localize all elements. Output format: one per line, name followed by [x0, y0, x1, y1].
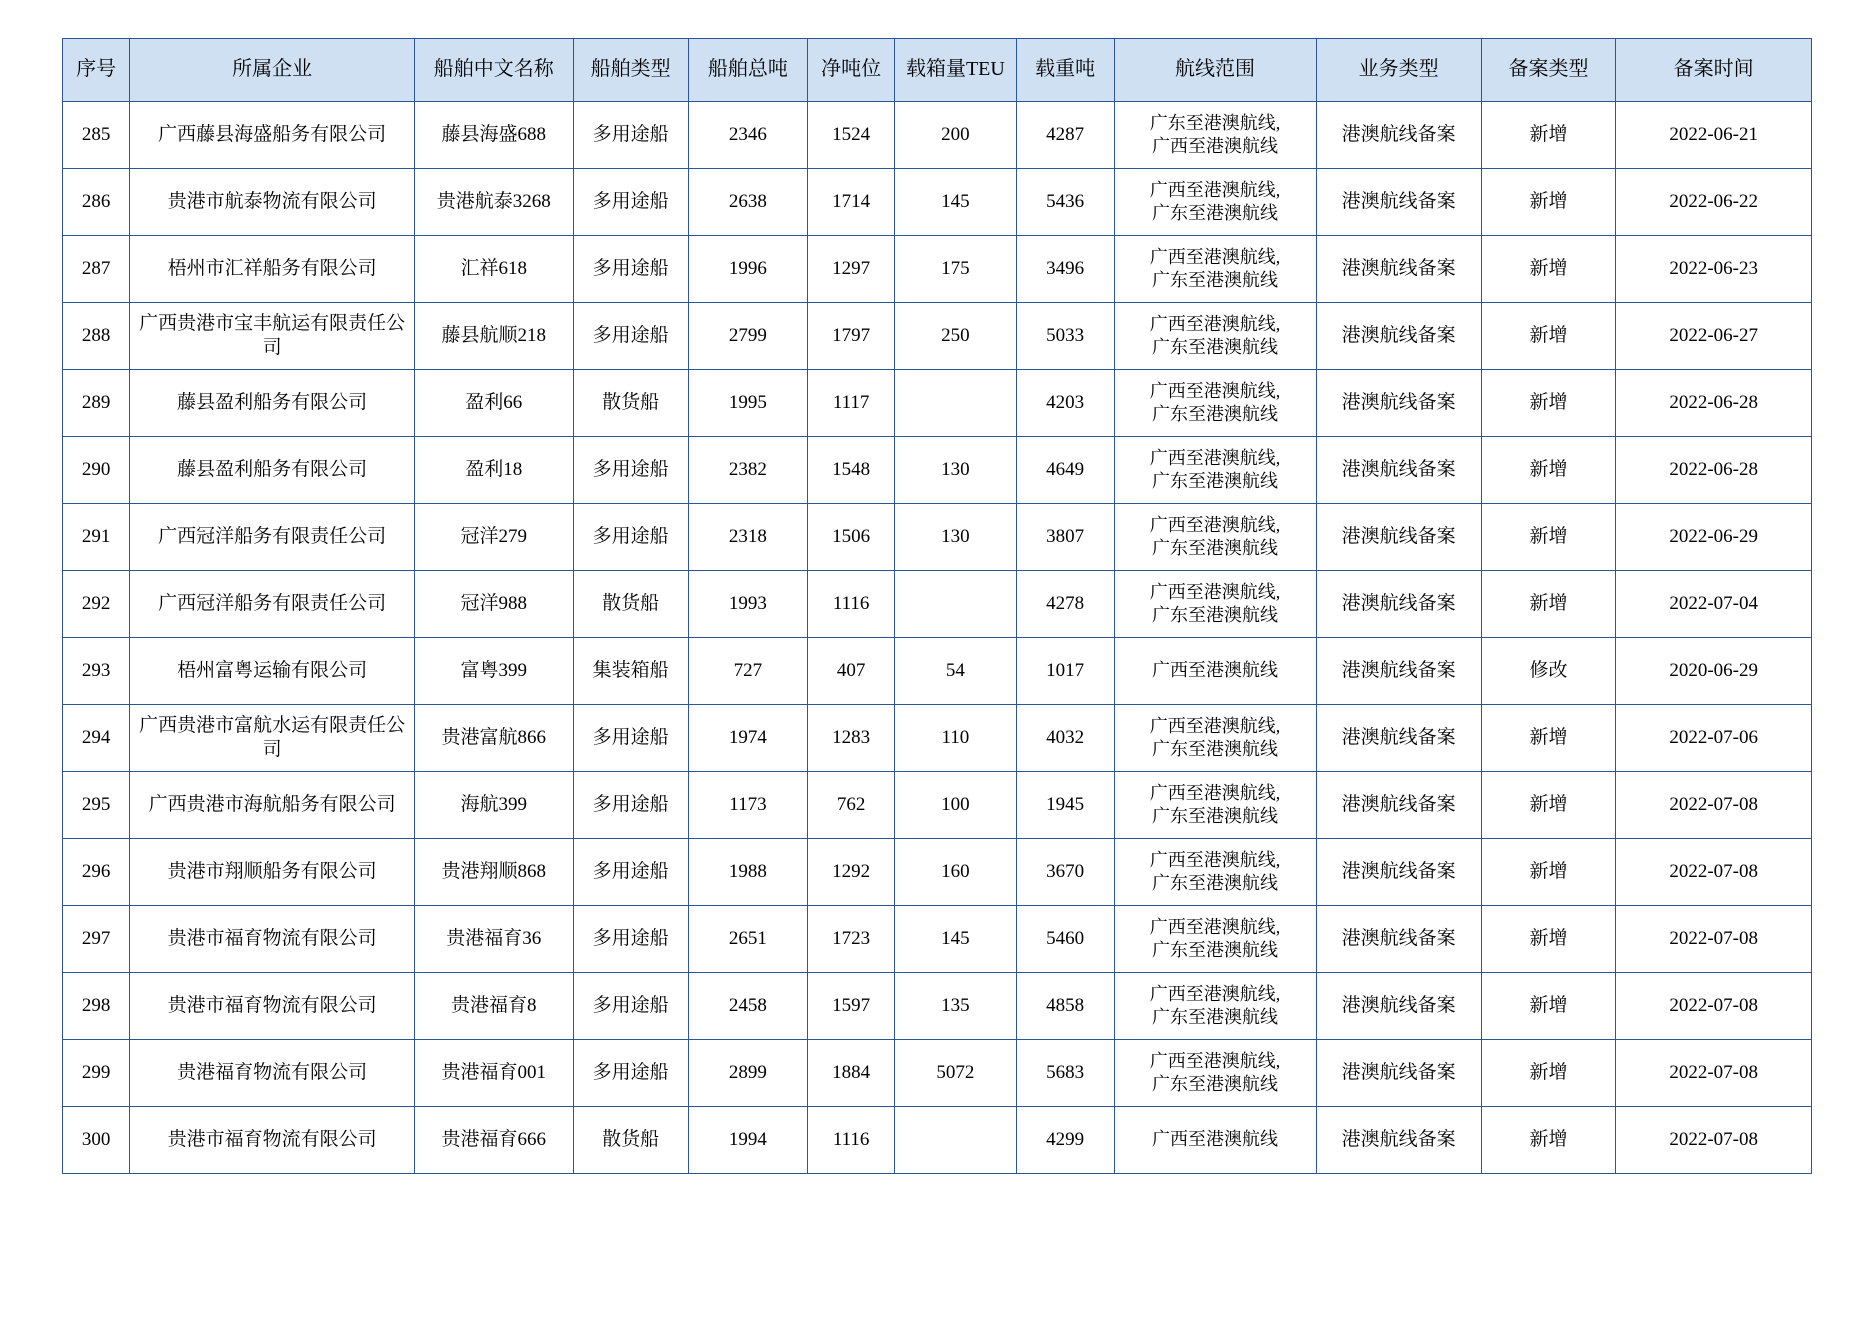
cell-route: 广西至港澳航线, 广东至港澳航线 — [1114, 437, 1316, 504]
cell-business-type: 港澳航线备案 — [1316, 437, 1481, 504]
cell-gross-tonnage: 727 — [688, 638, 807, 705]
cell-ship-type: 多用途船 — [573, 169, 688, 236]
cell-record-date: 2022-06-22 — [1616, 169, 1812, 236]
cell-gross-tonnage: 1173 — [688, 772, 807, 839]
cell-ship-name: 海航399 — [414, 772, 573, 839]
cell-gross-tonnage: 2346 — [688, 102, 807, 169]
cell-ship-type: 多用途船 — [573, 973, 688, 1040]
cell-record-date: 2022-07-08 — [1616, 973, 1812, 1040]
cell-index: 291 — [63, 504, 130, 571]
cell-teu: 135 — [895, 973, 1017, 1040]
cell-route: 广西至港澳航线 — [1114, 1107, 1316, 1174]
cell-deadweight: 1017 — [1016, 638, 1114, 705]
cell-record-date: 2022-06-29 — [1616, 504, 1812, 571]
cell-route: 广西至港澳航线, 广东至港澳航线 — [1114, 839, 1316, 906]
cell-record-type: 新增 — [1481, 236, 1616, 303]
column-header-record-type: 备案类型 — [1481, 39, 1616, 102]
cell-gross-tonnage: 1974 — [688, 705, 807, 772]
table-row — [63, 1040, 1812, 1107]
cell-route: 广西至港澳航线 — [1114, 638, 1316, 705]
cell-ship-name: 贵港富航866 — [414, 705, 573, 772]
table-row — [63, 906, 1812, 973]
cell-ship-name: 贵港福育8 — [414, 973, 573, 1040]
table-row — [63, 169, 1812, 236]
cell-enterprise: 梧州市汇祥船务有限公司 — [130, 236, 415, 303]
cell-index: 297 — [63, 906, 130, 973]
column-header-deadweight: 载重吨 — [1016, 39, 1114, 102]
cell-deadweight: 5033 — [1016, 303, 1114, 370]
cell-business-type: 港澳航线备案 — [1316, 571, 1481, 638]
cell-net-tonnage: 1283 — [808, 705, 895, 772]
cell-record-type: 新增 — [1481, 906, 1616, 973]
cell-gross-tonnage: 1994 — [688, 1107, 807, 1174]
column-header-ship-type: 船舶类型 — [573, 39, 688, 102]
cell-enterprise: 贵港市福育物流有限公司 — [130, 906, 415, 973]
cell-deadweight: 5683 — [1016, 1040, 1114, 1107]
cell-teu: 130 — [895, 504, 1017, 571]
cell-deadweight: 3670 — [1016, 839, 1114, 906]
table-row — [63, 705, 1812, 772]
column-header-index: 序号 — [63, 39, 130, 102]
cell-ship-type: 多用途船 — [573, 1040, 688, 1107]
cell-route: 广西至港澳航线, 广东至港澳航线 — [1114, 169, 1316, 236]
cell-teu: 250 — [895, 303, 1017, 370]
cell-ship-type: 多用途船 — [573, 705, 688, 772]
cell-teu — [895, 1107, 1017, 1174]
column-header-teu: 载箱量TEU — [895, 39, 1017, 102]
cell-route: 广西至港澳航线, 广东至港澳航线 — [1114, 236, 1316, 303]
cell-business-type: 港澳航线备案 — [1316, 705, 1481, 772]
cell-teu: 130 — [895, 437, 1017, 504]
cell-enterprise: 贵港福育物流有限公司 — [130, 1040, 415, 1107]
cell-ship-type: 多用途船 — [573, 303, 688, 370]
cell-gross-tonnage: 2651 — [688, 906, 807, 973]
cell-net-tonnage: 407 — [808, 638, 895, 705]
cell-gross-tonnage: 1993 — [688, 571, 807, 638]
cell-ship-name: 冠洋279 — [414, 504, 573, 571]
cell-net-tonnage: 1292 — [808, 839, 895, 906]
cell-deadweight: 4858 — [1016, 973, 1114, 1040]
cell-index: 286 — [63, 169, 130, 236]
cell-gross-tonnage: 2899 — [688, 1040, 807, 1107]
cell-index: 285 — [63, 102, 130, 169]
cell-route: 广西至港澳航线, 广东至港澳航线 — [1114, 772, 1316, 839]
cell-net-tonnage: 1506 — [808, 504, 895, 571]
table-row — [63, 571, 1812, 638]
cell-net-tonnage: 1797 — [808, 303, 895, 370]
cell-record-date: 2022-07-08 — [1616, 839, 1812, 906]
cell-net-tonnage: 1723 — [808, 906, 895, 973]
cell-index: 294 — [63, 705, 130, 772]
cell-enterprise: 广西贵港市海航船务有限公司 — [130, 772, 415, 839]
cell-gross-tonnage: 2318 — [688, 504, 807, 571]
cell-gross-tonnage: 2382 — [688, 437, 807, 504]
cell-ship-name: 贵港航泰3268 — [414, 169, 573, 236]
cell-net-tonnage: 1597 — [808, 973, 895, 1040]
cell-index: 295 — [63, 772, 130, 839]
cell-business-type: 港澳航线备案 — [1316, 839, 1481, 906]
cell-enterprise: 广西冠洋船务有限责任公司 — [130, 504, 415, 571]
cell-index: 287 — [63, 236, 130, 303]
cell-teu: 110 — [895, 705, 1017, 772]
cell-ship-name: 盈利66 — [414, 370, 573, 437]
cell-ship-name: 贵港福育666 — [414, 1107, 573, 1174]
cell-record-type: 新增 — [1481, 102, 1616, 169]
cell-net-tonnage: 762 — [808, 772, 895, 839]
cell-record-type: 新增 — [1481, 705, 1616, 772]
cell-index: 300 — [63, 1107, 130, 1174]
cell-teu: 160 — [895, 839, 1017, 906]
cell-enterprise: 广西贵港市富航水运有限责任公司 — [130, 705, 415, 772]
cell-record-date: 2022-07-08 — [1616, 1040, 1812, 1107]
cell-business-type: 港澳航线备案 — [1316, 638, 1481, 705]
cell-record-date: 2022-06-21 — [1616, 102, 1812, 169]
cell-record-type: 修改 — [1481, 638, 1616, 705]
cell-record-date: 2022-06-28 — [1616, 370, 1812, 437]
cell-record-type: 新增 — [1481, 839, 1616, 906]
cell-route: 广西至港澳航线, 广东至港澳航线 — [1114, 906, 1316, 973]
cell-record-type: 新增 — [1481, 504, 1616, 571]
cell-record-type: 新增 — [1481, 370, 1616, 437]
cell-ship-type: 散货船 — [573, 370, 688, 437]
table-row — [63, 638, 1812, 705]
ship-record-table — [62, 38, 1812, 1174]
cell-index: 293 — [63, 638, 130, 705]
cell-business-type: 港澳航线备案 — [1316, 303, 1481, 370]
cell-business-type: 港澳航线备案 — [1316, 169, 1481, 236]
cell-gross-tonnage: 2799 — [688, 303, 807, 370]
cell-index: 299 — [63, 1040, 130, 1107]
column-header-ship-name: 船舶中文名称 — [414, 39, 573, 102]
table-row — [63, 102, 1812, 169]
table-row — [63, 973, 1812, 1040]
cell-business-type: 港澳航线备案 — [1316, 102, 1481, 169]
cell-route: 广西至港澳航线, 广东至港澳航线 — [1114, 1040, 1316, 1107]
cell-enterprise: 广西贵港市宝丰航运有限责任公司 — [130, 303, 415, 370]
cell-deadweight: 4032 — [1016, 705, 1114, 772]
cell-record-date: 2022-07-06 — [1616, 705, 1812, 772]
cell-route: 广东至港澳航线, 广西至港澳航线 — [1114, 102, 1316, 169]
column-header-route: 航线范围 — [1114, 39, 1316, 102]
cell-route: 广西至港澳航线, 广东至港澳航线 — [1114, 504, 1316, 571]
cell-net-tonnage: 1297 — [808, 236, 895, 303]
cell-ship-name: 藤县海盛688 — [414, 102, 573, 169]
cell-teu: 200 — [895, 102, 1017, 169]
cell-teu — [895, 571, 1017, 638]
table-row — [63, 839, 1812, 906]
table-row — [63, 370, 1812, 437]
cell-record-date: 2022-07-04 — [1616, 571, 1812, 638]
cell-deadweight: 4203 — [1016, 370, 1114, 437]
column-header-business-type: 业务类型 — [1316, 39, 1481, 102]
cell-business-type: 港澳航线备案 — [1316, 906, 1481, 973]
cell-route: 广西至港澳航线, 广东至港澳航线 — [1114, 973, 1316, 1040]
cell-net-tonnage: 1116 — [808, 571, 895, 638]
cell-net-tonnage: 1117 — [808, 370, 895, 437]
cell-business-type: 港澳航线备案 — [1316, 370, 1481, 437]
cell-index: 289 — [63, 370, 130, 437]
cell-deadweight: 1945 — [1016, 772, 1114, 839]
cell-index: 298 — [63, 973, 130, 1040]
cell-route: 广西至港澳航线, 广东至港澳航线 — [1114, 705, 1316, 772]
cell-record-date: 2022-07-08 — [1616, 772, 1812, 839]
table-header-row — [63, 39, 1812, 102]
cell-enterprise: 贵港市福育物流有限公司 — [130, 1107, 415, 1174]
cell-ship-type: 多用途船 — [573, 236, 688, 303]
cell-route: 广西至港澳航线, 广东至港澳航线 — [1114, 571, 1316, 638]
cell-net-tonnage: 1714 — [808, 169, 895, 236]
cell-business-type: 港澳航线备案 — [1316, 504, 1481, 571]
cell-ship-name: 冠洋988 — [414, 571, 573, 638]
cell-index: 290 — [63, 437, 130, 504]
column-header-record-date: 备案时间 — [1616, 39, 1812, 102]
cell-net-tonnage: 1548 — [808, 437, 895, 504]
cell-deadweight: 4278 — [1016, 571, 1114, 638]
cell-gross-tonnage: 1996 — [688, 236, 807, 303]
table-row — [63, 1107, 1812, 1174]
cell-teu: 5072 — [895, 1040, 1017, 1107]
cell-deadweight: 3496 — [1016, 236, 1114, 303]
cell-net-tonnage: 1884 — [808, 1040, 895, 1107]
cell-business-type: 港澳航线备案 — [1316, 1040, 1481, 1107]
cell-record-type: 新增 — [1481, 772, 1616, 839]
cell-ship-type: 多用途船 — [573, 772, 688, 839]
cell-ship-type: 多用途船 — [573, 102, 688, 169]
cell-record-date: 2022-07-08 — [1616, 906, 1812, 973]
cell-ship-name: 盈利18 — [414, 437, 573, 504]
cell-business-type: 港澳航线备案 — [1316, 1107, 1481, 1174]
cell-index: 292 — [63, 571, 130, 638]
cell-ship-type: 散货船 — [573, 1107, 688, 1174]
cell-ship-name: 汇祥618 — [414, 236, 573, 303]
cell-teu: 145 — [895, 169, 1017, 236]
cell-record-date: 2022-06-27 — [1616, 303, 1812, 370]
cell-ship-name: 贵港翔顺868 — [414, 839, 573, 906]
cell-enterprise: 贵港市翔顺船务有限公司 — [130, 839, 415, 906]
cell-business-type: 港澳航线备案 — [1316, 772, 1481, 839]
table-header — [63, 39, 1812, 102]
cell-ship-name: 贵港福育001 — [414, 1040, 573, 1107]
cell-ship-type: 多用途船 — [573, 839, 688, 906]
cell-ship-type: 集装箱船 — [573, 638, 688, 705]
cell-ship-name: 贵港福育36 — [414, 906, 573, 973]
cell-deadweight: 4299 — [1016, 1107, 1114, 1174]
cell-teu: 54 — [895, 638, 1017, 705]
cell-enterprise: 广西藤县海盛船务有限公司 — [130, 102, 415, 169]
table-row — [63, 772, 1812, 839]
cell-record-date: 2020-06-29 — [1616, 638, 1812, 705]
cell-ship-name: 富粤399 — [414, 638, 573, 705]
cell-enterprise: 藤县盈利船务有限公司 — [130, 437, 415, 504]
cell-teu: 100 — [895, 772, 1017, 839]
cell-ship-type: 多用途船 — [573, 504, 688, 571]
cell-deadweight: 3807 — [1016, 504, 1114, 571]
cell-gross-tonnage: 2638 — [688, 169, 807, 236]
cell-ship-name: 藤县航顺218 — [414, 303, 573, 370]
table-row — [63, 236, 1812, 303]
cell-enterprise: 藤县盈利船务有限公司 — [130, 370, 415, 437]
table-row — [63, 437, 1812, 504]
cell-gross-tonnage: 1995 — [688, 370, 807, 437]
cell-route: 广西至港澳航线, 广东至港澳航线 — [1114, 303, 1316, 370]
cell-teu: 145 — [895, 906, 1017, 973]
cell-ship-type: 多用途船 — [573, 906, 688, 973]
cell-deadweight: 5460 — [1016, 906, 1114, 973]
column-header-gross-tonnage: 船舶总吨 — [688, 39, 807, 102]
cell-record-type: 新增 — [1481, 973, 1616, 1040]
cell-ship-type: 散货船 — [573, 571, 688, 638]
cell-record-type: 新增 — [1481, 571, 1616, 638]
cell-record-date: 2022-06-23 — [1616, 236, 1812, 303]
column-header-enterprise: 所属企业 — [130, 39, 415, 102]
cell-record-type: 新增 — [1481, 303, 1616, 370]
cell-record-type: 新增 — [1481, 169, 1616, 236]
cell-route: 广西至港澳航线, 广东至港澳航线 — [1114, 370, 1316, 437]
column-header-net-tonnage: 净吨位 — [808, 39, 895, 102]
cell-deadweight: 5436 — [1016, 169, 1114, 236]
cell-net-tonnage: 1524 — [808, 102, 895, 169]
cell-index: 288 — [63, 303, 130, 370]
table-row — [63, 303, 1812, 370]
cell-deadweight: 4287 — [1016, 102, 1114, 169]
cell-business-type: 港澳航线备案 — [1316, 973, 1481, 1040]
table-row — [63, 504, 1812, 571]
cell-business-type: 港澳航线备案 — [1316, 236, 1481, 303]
cell-index: 296 — [63, 839, 130, 906]
cell-net-tonnage: 1116 — [808, 1107, 895, 1174]
cell-deadweight: 4649 — [1016, 437, 1114, 504]
cell-enterprise: 贵港市福育物流有限公司 — [130, 973, 415, 1040]
cell-teu: 175 — [895, 236, 1017, 303]
cell-gross-tonnage: 1988 — [688, 839, 807, 906]
cell-ship-type: 多用途船 — [573, 437, 688, 504]
cell-teu — [895, 370, 1017, 437]
cell-record-date: 2022-06-28 — [1616, 437, 1812, 504]
cell-record-type: 新增 — [1481, 1040, 1616, 1107]
table-body — [63, 102, 1812, 1174]
cell-enterprise: 广西冠洋船务有限责任公司 — [130, 571, 415, 638]
cell-enterprise: 贵港市航泰物流有限公司 — [130, 169, 415, 236]
cell-record-date: 2022-07-08 — [1616, 1107, 1812, 1174]
cell-gross-tonnage: 2458 — [688, 973, 807, 1040]
cell-record-type: 新增 — [1481, 437, 1616, 504]
cell-enterprise: 梧州富粤运输有限公司 — [130, 638, 415, 705]
cell-record-type: 新增 — [1481, 1107, 1616, 1174]
